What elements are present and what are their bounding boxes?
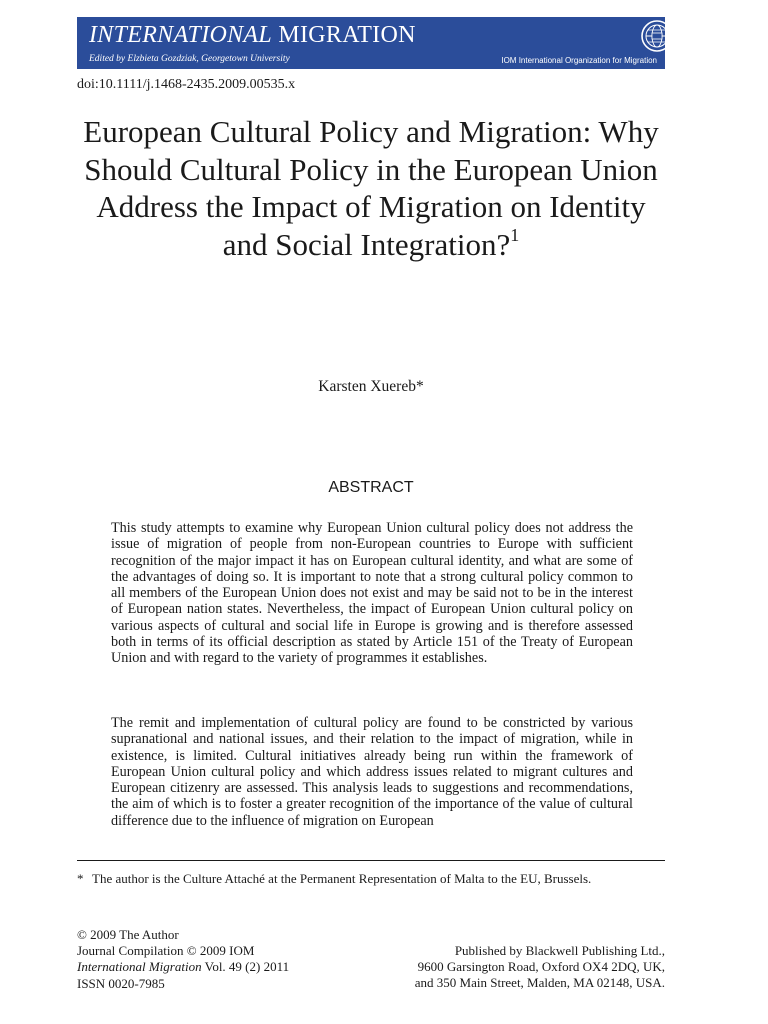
publisher-line-3: and 350 Main Street, Malden, MA 02148, USA.	[414, 975, 665, 991]
publisher-line-1: Published by Blackwell Publishing Ltd.,	[454, 943, 665, 958]
article-title	[77, 113, 665, 263]
footnote-text: The author is the Culture Attaché at the Permanent Representation of Malta to the EU, Brussels.	[92, 871, 592, 886]
abstract-paragraph-2: The remit and implementation of cultural policy are found to be constricted by various supranational and national issues, and their relation to the impact of migration, while in existence, is limited. Cultural initiatives already being run within the framework of European Union cultural policy and which address issues related to migrant cultures and European citizenry are assessed. This analysis leads to suggestions and recommendations, the aim of which is to foster a greater recognition of the importance of the value of cultural difference due to the influence of migration on European	[111, 715, 633, 829]
title-footnote-mark[interactable]: 1	[510, 224, 520, 245]
iom-organization-label: IOM International Organization for Migration	[501, 56, 657, 65]
author-name: Karsten Xuereb*	[318, 378, 424, 395]
compilation-line: Journal Compilation © 2009 IOM	[77, 943, 255, 959]
article-title-text: European Cultural Policy and Migration: Why Should Cultural Policy in the European Union Address the Impact of Migration on Identity and Social Integration?	[83, 114, 659, 262]
journal-editor: Edited by Elzbieta Gozdziak, Georgetown University	[89, 54, 290, 64]
journal-title	[89, 22, 416, 49]
journal-volume: Vol. 49 (2) 2011	[204, 959, 290, 975]
journal-title-rest: MIGRATION	[278, 22, 416, 48]
journal-title-italic: INTERNATIONAL	[89, 22, 273, 48]
issn-line: ISSN 0020-7985	[77, 975, 165, 991]
author-footnote	[77, 870, 665, 887]
journal-name: International Migration	[77, 959, 202, 975]
doi[interactable]: doi:10.1111/j.1468-2435.2009.00535.x	[77, 77, 296, 92]
journal-banner	[77, 17, 665, 69]
copyright-line: © 2009 The Author	[77, 927, 179, 942]
iom-logo-icon	[641, 20, 673, 52]
copyright-block	[77, 927, 289, 992]
abstract-heading: ABSTRACT	[328, 479, 414, 496]
publisher-line-2: 9600 Garsington Road, Oxford OX4 2DQ, UK,	[417, 959, 665, 975]
journal-volume-line	[77, 959, 289, 975]
abstract-paragraph-1: This study attempts to examine why European Union cultural policy does not address the issue of migration of people from non-European countries to Europe with sufficient recognition of the major impact it has on European cultural identity, and what are some of the advantages of doing so. It is important to note that a strong cultural policy common to all members of the European Union does not exist and may be said not to be in the interest of European nation states. Nevertheless, the impact of European Union cultural policy on various aspects of cultural and social life in Europe is growing and is therefore assessed both in terms of its official description as stated by Article 151 of the Treaty of European Union and with regard to the variety of programmes it establishes.	[111, 520, 633, 667]
footnote-mark: *	[77, 871, 84, 886]
footnote-divider	[77, 860, 665, 861]
publisher-block	[415, 943, 665, 992]
